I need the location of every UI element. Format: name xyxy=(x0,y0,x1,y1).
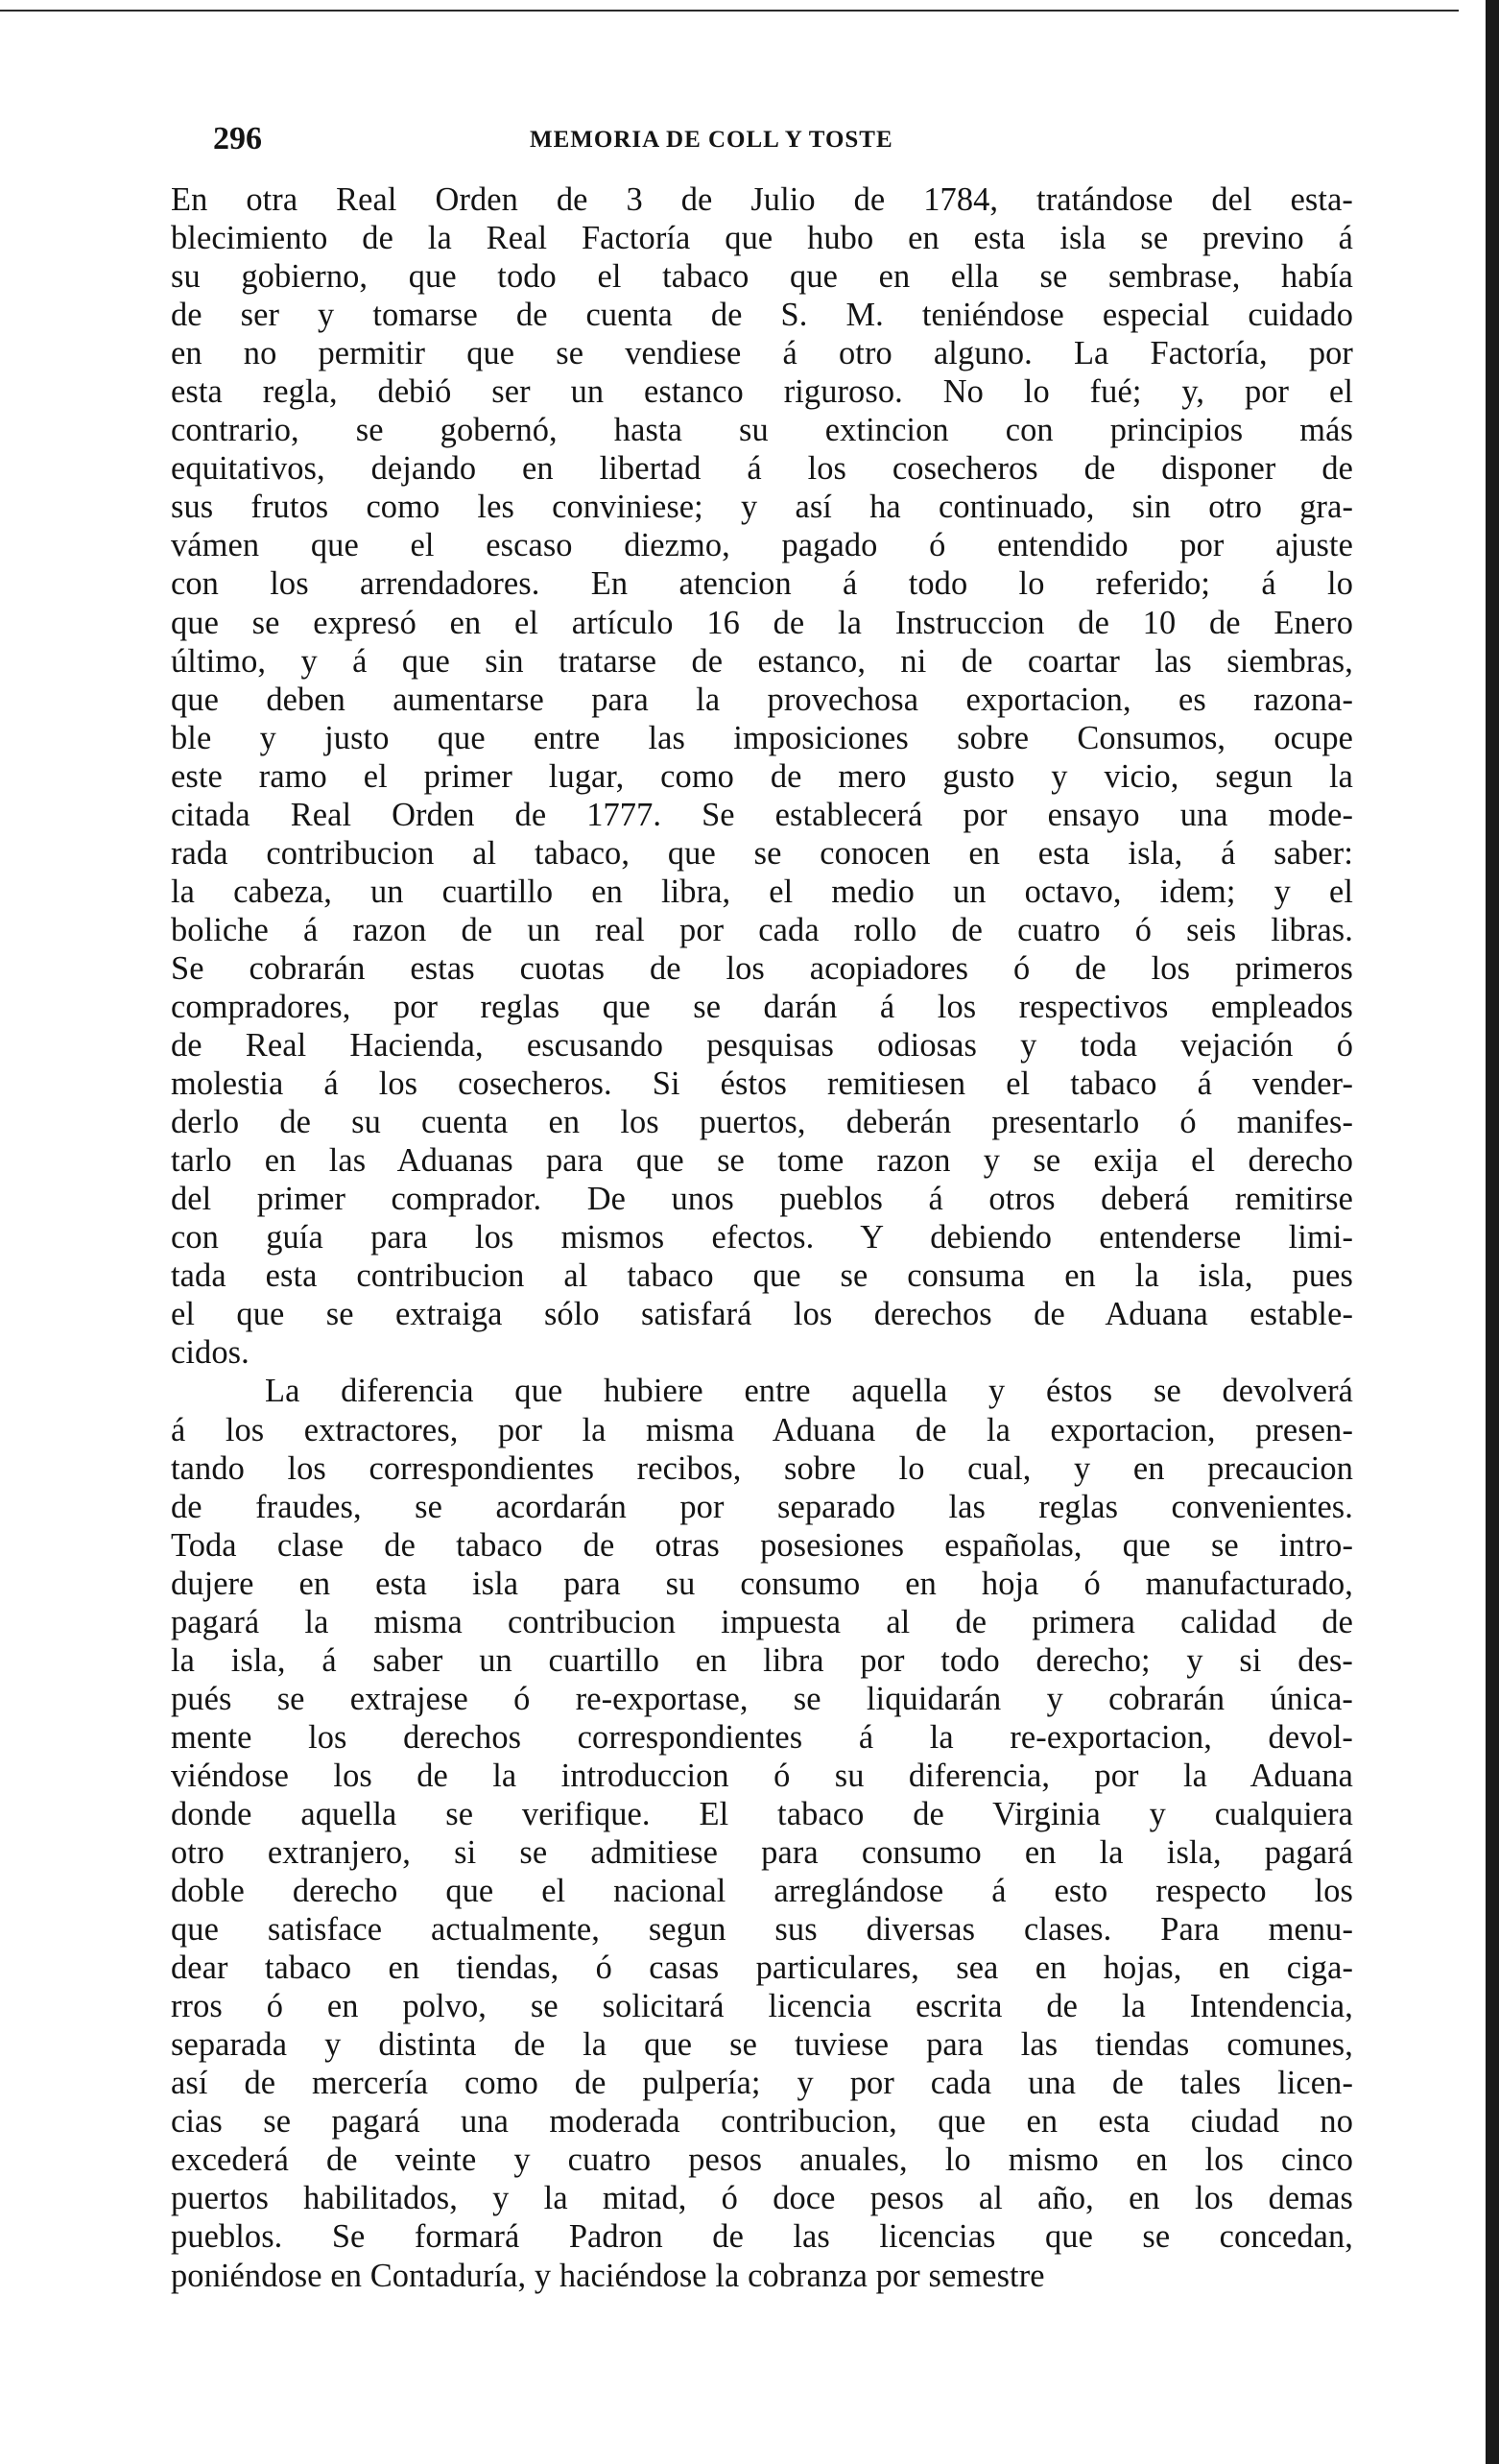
text-line: separada y distinta de la que se tuviese para las tiendas comunes, xyxy=(171,2026,1353,2064)
text-line: tada esta contribucion al tabaco que se consuma en la isla, pues xyxy=(171,1257,1353,1295)
page-number: 296 xyxy=(213,121,262,156)
top-rule xyxy=(0,0,1459,12)
text-line: á los extractores, por la misma Aduana de la exportacion, presen- xyxy=(171,1411,1353,1448)
text-line: excederá de veinte y cuatro pesos anuales, lo mismo en los cinco xyxy=(171,2141,1353,2179)
text-line: puertos habilitados, y la mitad, ó doce pesos al año, en los demas xyxy=(171,2180,1353,2217)
text-line: de Real Hacienda, escusando pesquisas odiosas y toda vejación ó xyxy=(171,1027,1353,1065)
page-edge-shadow xyxy=(1486,0,1499,2464)
paragraph-2 xyxy=(171,1372,1353,2294)
text-line: ble y justo que entre las imposiciones sobre Consumos, ocupe xyxy=(171,719,1353,756)
text-line: otro extranjero, si se admitiese para consumo en la isla, pagará xyxy=(171,1834,1353,1872)
text-line: mente los derechos correspondientes á la re-exportacion, devol- xyxy=(171,1718,1353,1756)
text-line: con guía para los mismos efectos. Y debiendo entenderse limi- xyxy=(171,1219,1353,1256)
text-line: sus frutos como les conviniese; y así ha continuado, sin otro gra- xyxy=(171,489,1353,526)
text-line: En otra Real Orden de 3 de Julio de 1784, tratándose del esta- xyxy=(171,181,1353,218)
text-line: blecimiento de la Real Factoría que hubo en esta isla se previno á xyxy=(171,220,1353,257)
text-line: su gobierno, que todo el tabaco que en ella se sembrase, había xyxy=(171,258,1353,296)
text-line: el que se extraiga sólo satisfará los derechos de Aduana estable- xyxy=(171,1296,1353,1333)
text-line: que satisface actualmente, segun sus diversas clases. Para menu- xyxy=(171,1911,1353,1949)
text-line: derlo de su cuenta en los puertos, deberán presentarlo ó manifes- xyxy=(171,1104,1353,1141)
text-line: dear tabaco en tiendas, ó casas particulares, sea en hojas, en ciga- xyxy=(171,1950,1353,1987)
text-line: así de mercería como de pulpería; y por cada una de tales licen- xyxy=(171,2065,1353,2102)
text-line: dujere en esta isla para su consumo en hoja ó manufacturado, xyxy=(171,1565,1353,1602)
text-line: boliche á razon de un real por cada rollo de cuatro ó seis libras. xyxy=(171,911,1353,948)
text-line: doble derecho que el nacional arreglándose á esto respecto los xyxy=(171,1873,1353,1910)
text-line: Toda clase de tabaco de otras posesiones españolas, que se intro- xyxy=(171,1526,1353,1564)
text-line: citada Real Orden de 1777. Se establecerá por ensayo una mode- xyxy=(171,796,1353,833)
text-line: Se cobrarán estas cuotas de los acopiadores ó de los primeros xyxy=(171,949,1353,987)
text-line: de fraudes, se acordarán por separado las reglas convenientes. xyxy=(171,1488,1353,1525)
text-line: contrario, se gobernó, hasta su extincion con principios más xyxy=(171,412,1353,449)
text-line: cias se pagará una moderada contribucion, que en esta ciudad no xyxy=(171,2103,1353,2141)
text-line: pués se extrajese ó re-exportase, se liquidarán y cobrarán única- xyxy=(171,1680,1353,1717)
page-header xyxy=(213,121,988,163)
text-line: tarlo en las Aduanas para que se tome razon y se exija el derecho xyxy=(171,1142,1353,1180)
text-line: en no permitir que se vendiese á otro alguno. La Factoría, por xyxy=(171,335,1353,372)
text-line: de ser y tomarse de cuenta de S. M. teniéndose especial cuidado xyxy=(171,297,1353,334)
text-line: rada contribucion al tabaco, que se conocen en esta isla, á saber: xyxy=(171,834,1353,872)
text-line: que deben aumentarse para la provechosa exportacion, es razona- xyxy=(171,681,1353,718)
text-line: tando los correspondientes recibos, sobre lo cual, y en precaucion xyxy=(171,1449,1353,1487)
text-line: compradores, por reglas que se darán á los respectivos empleados xyxy=(171,988,1353,1025)
text-line: cidos. xyxy=(171,1334,250,1372)
text-line: la cabeza, un cuartillo en libra, el medio un octavo, idem; y el xyxy=(171,873,1353,910)
text-line: pagará la misma contribucion impuesta al de primera calidad de xyxy=(171,1603,1353,1640)
body-text xyxy=(171,180,1353,2295)
text-line: la isla, á saber un cuartillo en libra por todo derecho; y si des- xyxy=(171,1641,1353,1679)
text-line: poniéndose en Contaduría, y haciéndose la cobranza por semestre xyxy=(171,2257,1045,2294)
paragraph-1 xyxy=(171,180,1353,1372)
text-line: este ramo el primer lugar, como de mero gusto y vicio, segun la xyxy=(171,757,1353,795)
text-line: con los arrendadores. En atencion á todo lo referido; á lo xyxy=(171,565,1353,603)
text-line: esta regla, debió ser un estanco riguroso. No lo fué; y, por el xyxy=(171,373,1353,411)
text-line: pueblos. Se formará Padron de las licencias que se concedan, xyxy=(171,2218,1353,2256)
text-line: La diferencia que hubiere entre aquella y éstos se devolverá xyxy=(265,1373,1353,1410)
text-line: molestia á los cosecheros. Si éstos remitiesen el tabaco á vender- xyxy=(171,1065,1353,1103)
text-line: viéndose los de la introduccion ó su diferencia, por la Aduana xyxy=(171,1757,1353,1794)
text-line: vámen que el escaso diezmo, pagado ó entendido por ajuste xyxy=(171,527,1353,564)
text-line: del primer comprador. De unos pueblos á otros deberá remitirse xyxy=(171,1181,1353,1218)
text-line: donde aquella se verifique. El tabaco de Virginia y cualquiera xyxy=(171,1795,1353,1832)
text-line: rros ó en polvo, se solicitará licencia escrita de la Intendencia, xyxy=(171,1988,1353,2025)
running-title: MEMORIA DE COLL Y TOSTE xyxy=(530,127,893,153)
text-line: que se expresó en el artículo 16 de la Instruccion de 10 de Enero xyxy=(171,604,1353,641)
text-line: último, y á que sin tratarse de estanco, ni de coartar las siembras, xyxy=(171,642,1353,680)
text-line: equitativos, dejando en libertad á los cosecheros de disponer de xyxy=(171,450,1353,488)
